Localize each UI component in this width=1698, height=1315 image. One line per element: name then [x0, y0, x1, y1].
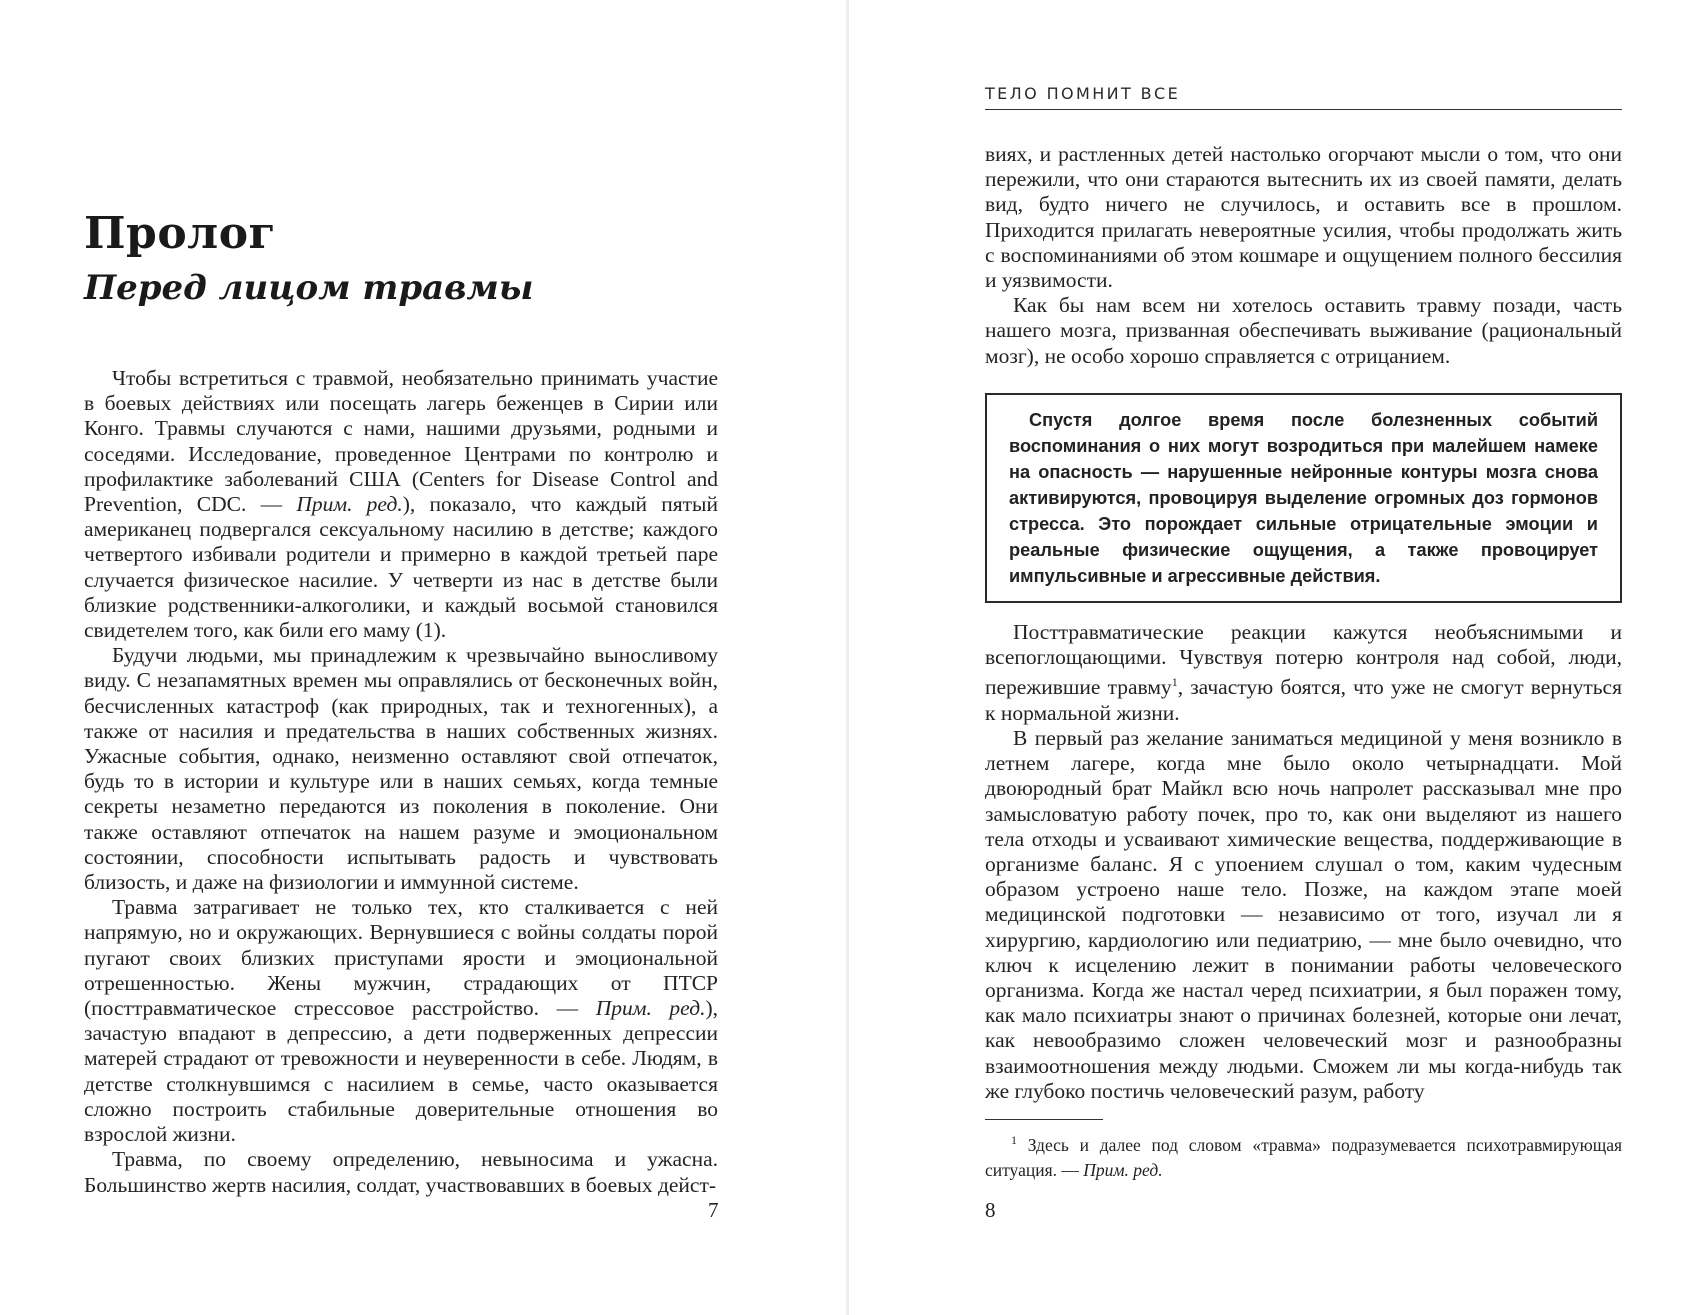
paragraph: Посттравматические реакции кажутся необъяснимыми и всепоглощающими. Чувствуя потерю контроля над собой, люди, пережившие травму$^1$, зачастую боятся, что уже не смогут вернуться к нормальной жизни.	[985, 620, 1622, 725]
paragraph: В первый раз желание заниматься медициной у меня возникло в летнем лагере, когда мне было около четырнадцати. Мой двоюродный брат Майкл всю ночь напролет рассказывал мне про замысловатую работу почек, про то, как они выделяют из нашего тела отходы и усваивают химические вещества, поддерживающие в организме баланс. Я с упоением слушал о том, каким чудесным образом устроено наше тело. Позже, на каждом этапе моей медицинской подготовки — независимо от того, изучал ли я хирургию, кардиологию или педиатрию, — мне было очевидно, что ключ к исцелению лежит в понимании работы человеческого организма. Когда же настал черед психиатрии, я был поражен тому, как мало психиатры знают о причинах болезней, которые они лечат, как невообразимо сложен человеческий мозг и разнообразны взаимоотношения между людьми. Сможем ли мы когда-нибудь так же глубоко постичь человеческий разум, работу	[985, 725, 1622, 1103]
right-body-text-top	[985, 142, 1622, 369]
left-body-text	[84, 366, 718, 1198]
paragraph: Чтобы встретиться с травмой, необязательно принимать участие в боевых действиях или посещать лагерь беженцев в Сирии или Конго. Травмы случаются с нами, нашими друзьями, родными и соседями. Исследование, проведенное Центрами по контролю и профилактике заболеваний США (Centers for Disease Control and Prevention, CDC. — Прим. ред.), показало, что каждый пятый американец подвергался сексуальному насилию в детстве; каждого четвертого избивали родители и примерно в каждой третьей паре случается физическое насилие. У четверти из нас в детстве были близкие родственники-алкоголики, и каждый восьмой становился свидетелем того, как били его маму (1).	[84, 366, 719, 643]
paragraph: Будучи людьми, мы принадлежим к чрезвычайно выносливому виду. С незапамятных времен мы оправлялись от бесконечных войн, бесчисленных катастроф (как природных, так и техногенных), а также от насилия и предательства в наших собственных жизнях. Ужасные события, однако, неизменно оставляют свой отпечаток, будь то в истории и культуре или в наших семьях, когда темные секреты незаметно передаются из поколения в поколение. Они также оставляют отпечаток на нашем разуме и эмоциональном состоянии, способности испытывать радость и чувствовать близость, и даже на физиологии и иммунной системе.	[84, 643, 718, 895]
running-head: ТЕЛО ПОМНИТ ВСЕ	[985, 84, 1622, 110]
footnote-divider	[985, 1119, 1103, 1120]
footnote-reference: 1	[1171, 675, 1178, 690]
callout-box	[985, 393, 1622, 603]
footnote-mark: 1	[1011, 1133, 1017, 1147]
chapter-subtitle: Перед лицом травмы	[84, 268, 534, 308]
paragraph: Травма затрагивает не только тех, кто сталкивается с ней напрямую, но и окружающих. Вернувшиеся с войны солдаты порой пугают своих близких приступами ярости и эмоциональной отрешенностью. Жены мужчин, страдающих от ПТСР (посттравматическое стрессовое расстройство. — Прим. ред.), зачастую впадают в депрессию, а дети подверженных депрессии матерей страдают от тревожности и неуверенности в себе. Людям, в детстве столкнувшимся с насилием в семье, часто оказывается сложно построить стабильные доверительные отношения во взрослой жизни.	[84, 895, 718, 1147]
callout-text: Спустя долгое время после болезненных событий воспоминания о них могут возродиться при малейшем намеке на опасность — нарушенные нейронные контуры мозга снова активируются, провоцируя выделение огромных доз гормонов стресса. Это порождает сильные отрицательные эмоции и реальные физические ощущения, а также провоцирует импульсивные и агрессивные действия.	[1009, 410, 1598, 586]
paragraph: виях, и растленных детей настолько огорчают мысли о том, что они пережили, что они стараются вытеснить их из своей памяти, делать вид, будто ничего не случилось, и оставить все в прошлом. Приходится прилагать невероятные усилия, чтобы продолжать жить с воспоминаниями об этом кошмаре и ощущением полного бессилия и уязвимости.	[985, 142, 1622, 293]
right-body-text-bottom	[985, 620, 1622, 1104]
page-number-right: 8	[985, 1198, 996, 1222]
chapter-title: Пролог	[84, 208, 276, 259]
page-number-left: 7	[708, 1198, 719, 1222]
paragraph: Как бы нам всем ни хотелось оставить травму позади, часть нашего мозга, призванная обеспечивать выживание (рациональный мозг), не особо хорошо справляется с отрицанием.	[985, 293, 1622, 368]
footnote: $^1$ Здесь и далее под словом «травма» подразумевается психотравмирующая ситуация. — Прим. ред.	[985, 1133, 1623, 1180]
paragraph: Травма, по своему определению, невыносима и ужасна. Большинство жертв насилия, солдат, участвовавших в боевых дейст-	[84, 1147, 718, 1197]
